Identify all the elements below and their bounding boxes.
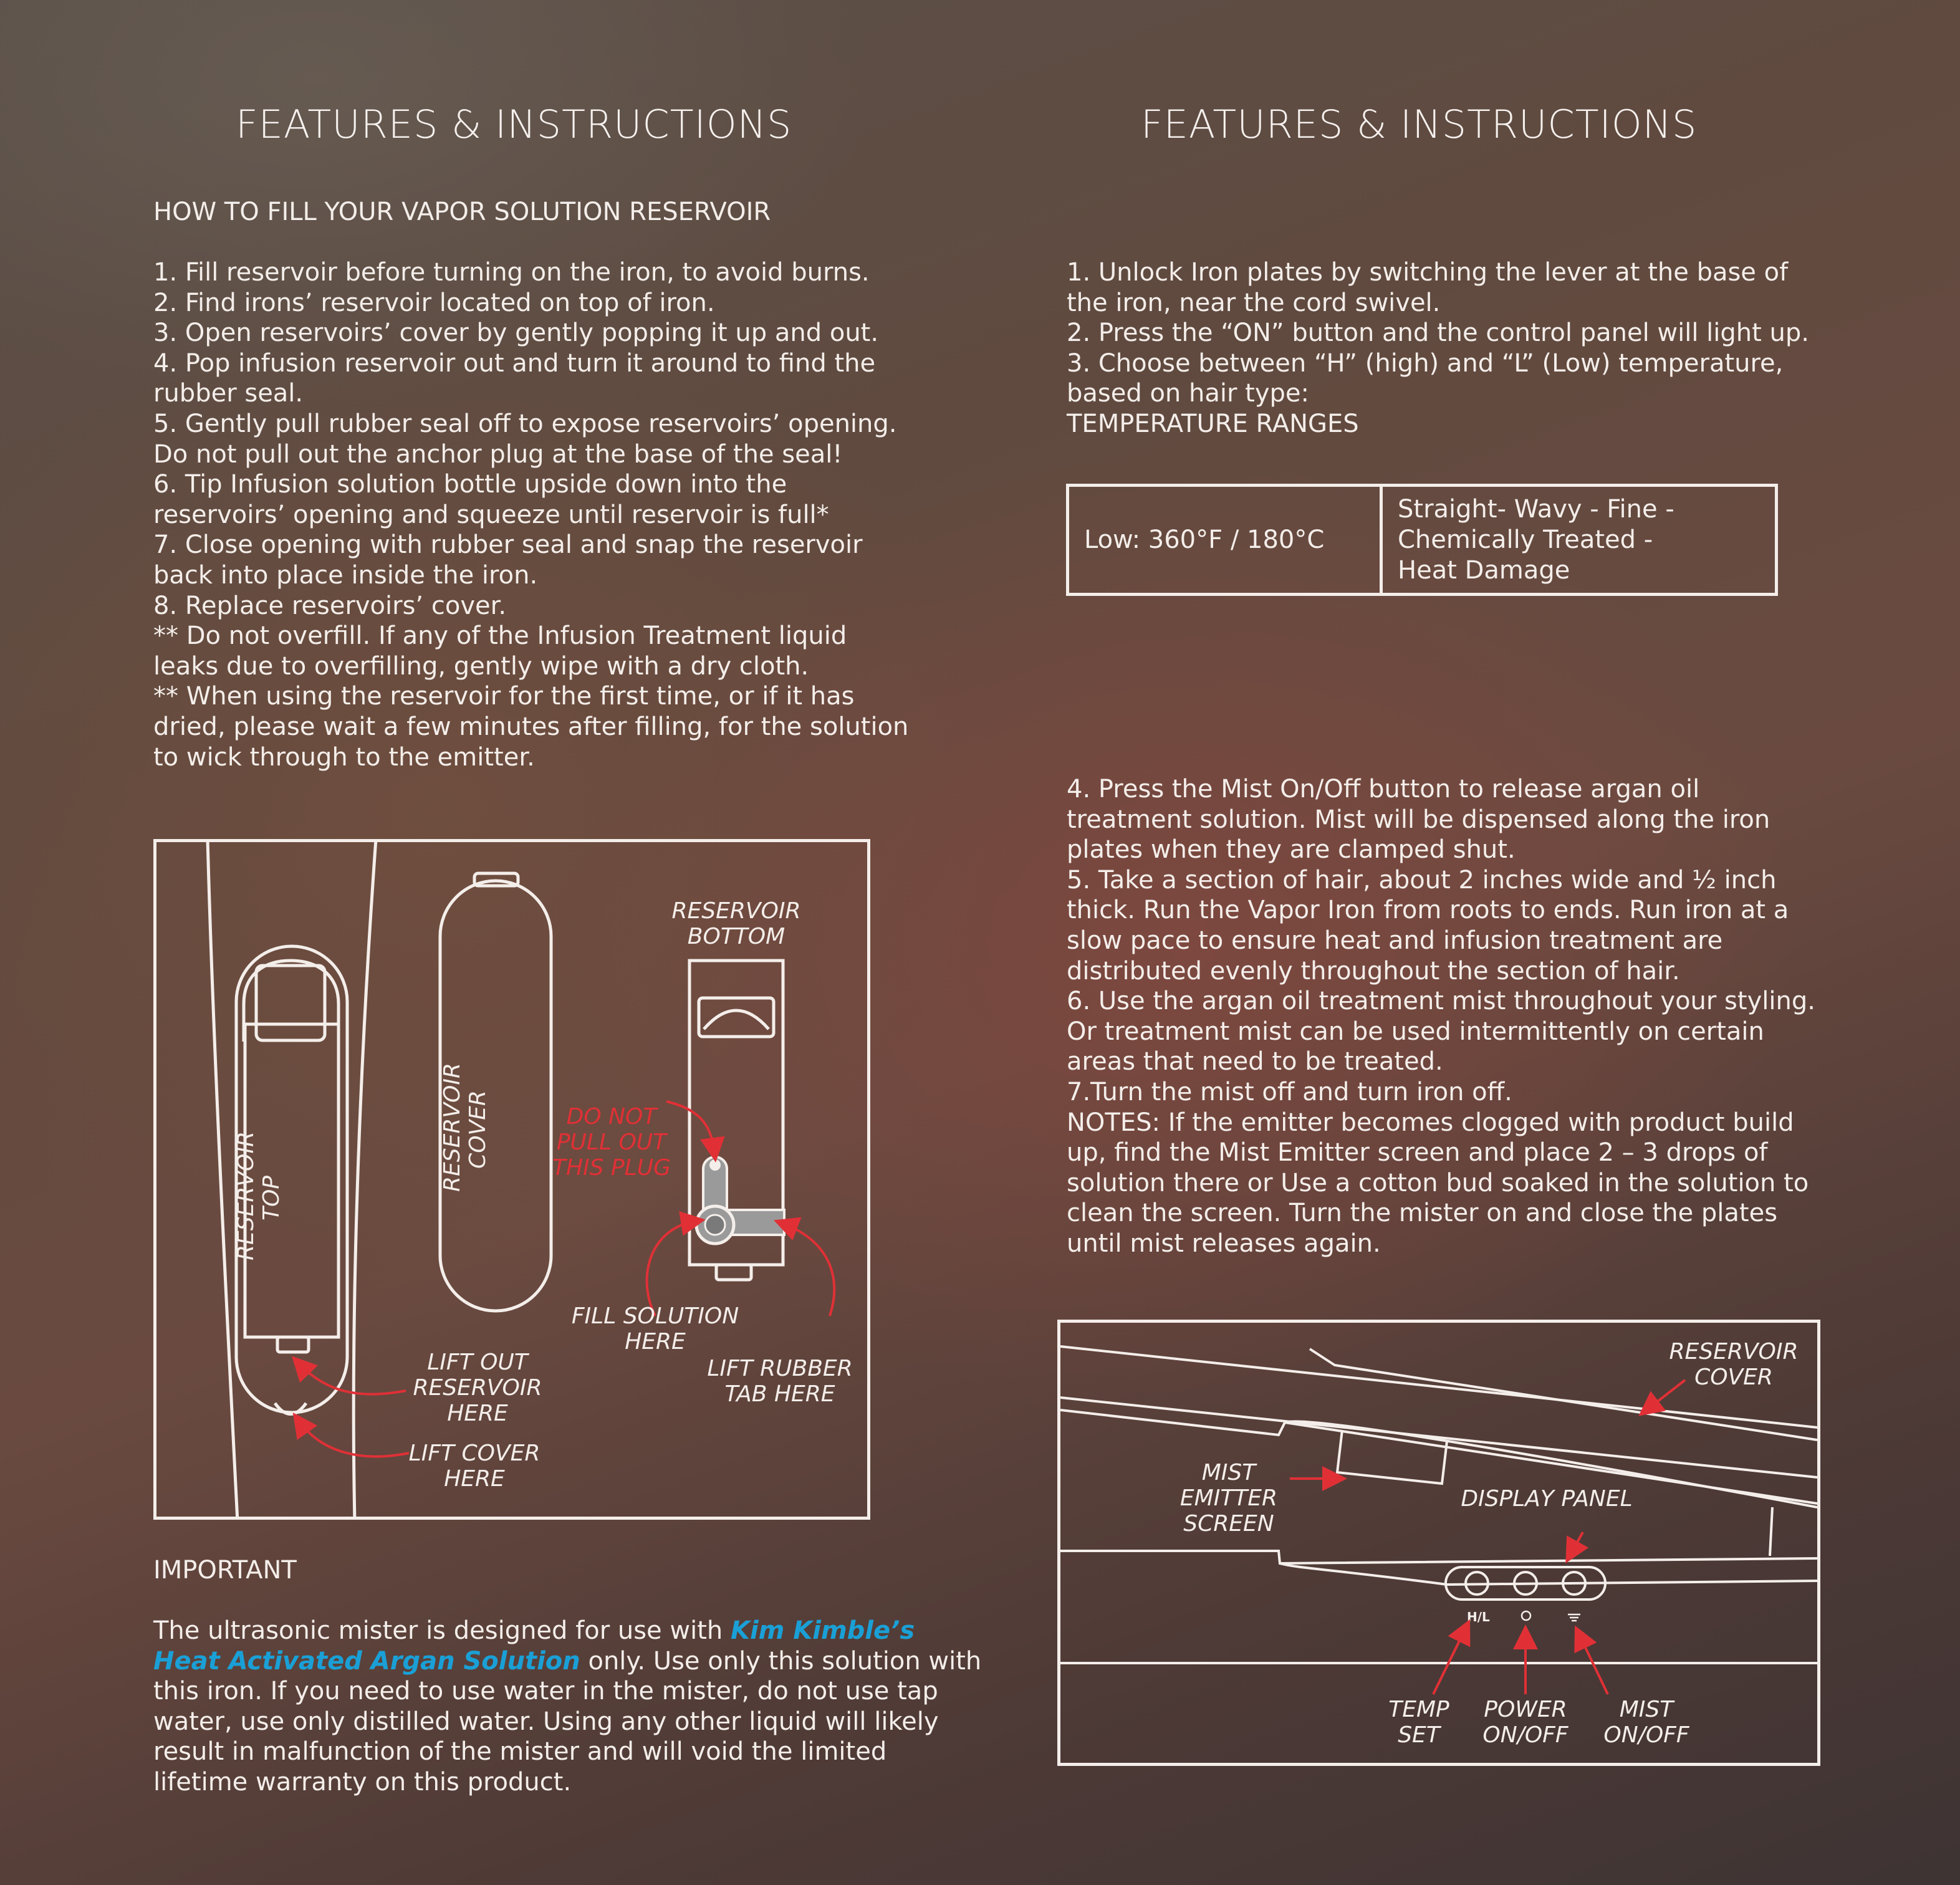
step-line: back into place inside the iron. [153,560,538,590]
step-line: 6. Tip Infusion solution bottle upside down into the [153,470,787,499]
label-lift-rubber-tab: LIFT RUBBER TAB HERE [707,1356,853,1407]
important-heading: IMPORTANT [153,1556,297,1585]
label-temp-set: TEMP SET [1388,1697,1449,1748]
step-line: the iron, near the cord swivel. [1067,288,1441,317]
fill-steps [153,257,908,772]
control-panel-diagram [1057,1320,1820,1766]
step-line: 6. Use the argan oil treatment mist throughout your styling. [1067,987,1815,1016]
notes-line: up, find the Mist Emitter screen and place 2 – 3 drops of [1067,1138,1768,1168]
label-lift-out-reservoir: LIFT OUT RESERVOIR HERE [413,1350,542,1426]
step-line: 2. Find irons’ reservoir located on top of iron. [153,288,715,317]
reservoir-diagram [153,839,870,1520]
step-line: 4. Pop infusion reservoir out and turn it around to find the [153,348,876,378]
important-paragraph: The ultrasonic mister is designed for use with Kim Kimble’s Heat Activated Argan Solution only. Use only this solution with this iron. If you need to use water in the mister, do not use tap water, use only distilled water. Using any other liquid will likely result in malfunction of the mister and will void the limited lifetime warranty on this product. [153,1616,982,1796]
step-line: ** Do not overfill. If any of the Infusion Treatment liquid [153,621,847,651]
step-line: plates when they are clamped shut. [1067,835,1516,865]
temp-range-cell: Low: 360°F / 180°C [1068,486,1381,595]
notes-line: solution there or Use a cotton bud soaked in the solution to [1067,1168,1809,1197]
step-line: to wick through to the emitter. [153,742,535,772]
notes-line: clean the screen. Turn the mister on and close the plates [1067,1199,1778,1228]
label-power-on-off: POWER ON/OFF [1482,1697,1568,1748]
step-line: based on hair type: [1067,379,1309,408]
mist-icon [1568,1614,1580,1621]
fill-reservoir-heading: HOW TO FILL YOUR VAPOR SOLUTION RESERVOIR [153,198,771,226]
notes-line: NOTES: If the emitter becomes clogged with product build [1067,1108,1794,1137]
step-line: dried, please wait a few minutes after filling, for the solution [153,712,909,741]
label-reservoir-cover: RESERVOIR COVER [440,1063,491,1192]
temperature-ranges-heading: TEMPERATURE RANGES [1067,409,1359,438]
label-mist-on-off: MIST ON/OFF [1603,1697,1689,1748]
step-line: distributed evenly throughout the section of hair. [1067,956,1680,986]
notes-line: until mist releases again. [1067,1229,1381,1258]
label-mist-emitter-screen: MIST EMITTER SCREEN [1179,1460,1278,1537]
step-line: Do not pull out the anchor plug at the base of the seal! [153,439,843,469]
operation-steps-a [1067,257,1809,439]
step-line: 3. Open reservoirs’ cover by gently popping it up and out. [153,319,879,348]
temperature-table [1066,484,1778,596]
product-name-link: Heat Activated Argan Solution [153,1646,580,1676]
iron-body-edge [353,842,376,1517]
power-icon [1522,1611,1530,1620]
right-page-title: FEATURES & INSTRUCTIONS [1141,102,1698,147]
step-line: 4. Press the Mist On/Off button to release argan oil [1067,775,1700,803]
step-line: leaks due to overfilling, gently wipe with a dry cloth. [153,651,809,681]
step-line: 3. Choose between “H” (high) and “L” (Low) temperature, [1067,348,1784,378]
step-line: rubber seal. [153,379,304,408]
left-page-title: FEATURES & INSTRUCTIONS [236,102,792,147]
step-line: ** When using the reservoir for the first time, or if it has [153,682,855,711]
step-line: 8. Replace reservoirs’ cover. [153,591,507,620]
label-lift-cover: LIFT COVER HERE [408,1441,540,1492]
label-display-panel: DISPLAY PANEL [1461,1486,1633,1512]
step-line: slow pace to ensure heat and infusion treatment are [1067,926,1723,955]
label-reservoir-top: RESERVOIR TOP [233,1131,284,1260]
step-line: 7.Turn the mist off and turn iron off. [1067,1077,1512,1106]
step-line: treatment solution. Mist will be dispensed along the iron [1067,805,1770,834]
anchor-plug [696,1157,784,1244]
product-name-link: Kim Kimble’s [730,1616,915,1645]
label-do-not-pull-plug: DO NOT PULL OUT THIS PLUG [552,1104,671,1181]
step-line: 5. Gently pull rubber seal off to expose reservoirs’ opening. [153,409,897,438]
step-line: 7. Close opening with rubber seal and snap the reservoir [153,530,863,560]
label-reservoir-bottom: RESERVOIR BOTTOM [671,898,801,949]
hair-type-cell: Straight- Wavy - Fine - Chemically Treated - Heat Damage [1381,486,1777,595]
step-line: 5. Take a section of hair, about 2 inches wide and ½ inch [1067,865,1777,895]
hl-glyph: H/L [1467,1609,1490,1624]
step-line: reservoirs’ opening and squeeze until reservoir is full* [153,500,829,529]
step-line: areas that need to be treated. [1067,1047,1443,1077]
label-fill-solution: FILL SOLUTION HERE [571,1303,739,1355]
step-line: thick. Run the Vapor Iron from roots to ends. Run iron at a [1067,896,1789,925]
step-line: 2. Press the “ON” button and the control panel will light up. [1067,319,1809,348]
step-line: 1. Unlock Iron plates by switching the lever at the base of [1067,258,1789,287]
step-line: Or treatment mist can be used intermittently on certain [1067,1017,1764,1046]
step-line: 1. Fill reservoir before turning on the iron, to avoid burns. [153,258,870,287]
label-reservoir-cover: RESERVOIR COVER [1669,1339,1799,1390]
operation-steps-b [1067,774,1815,1259]
